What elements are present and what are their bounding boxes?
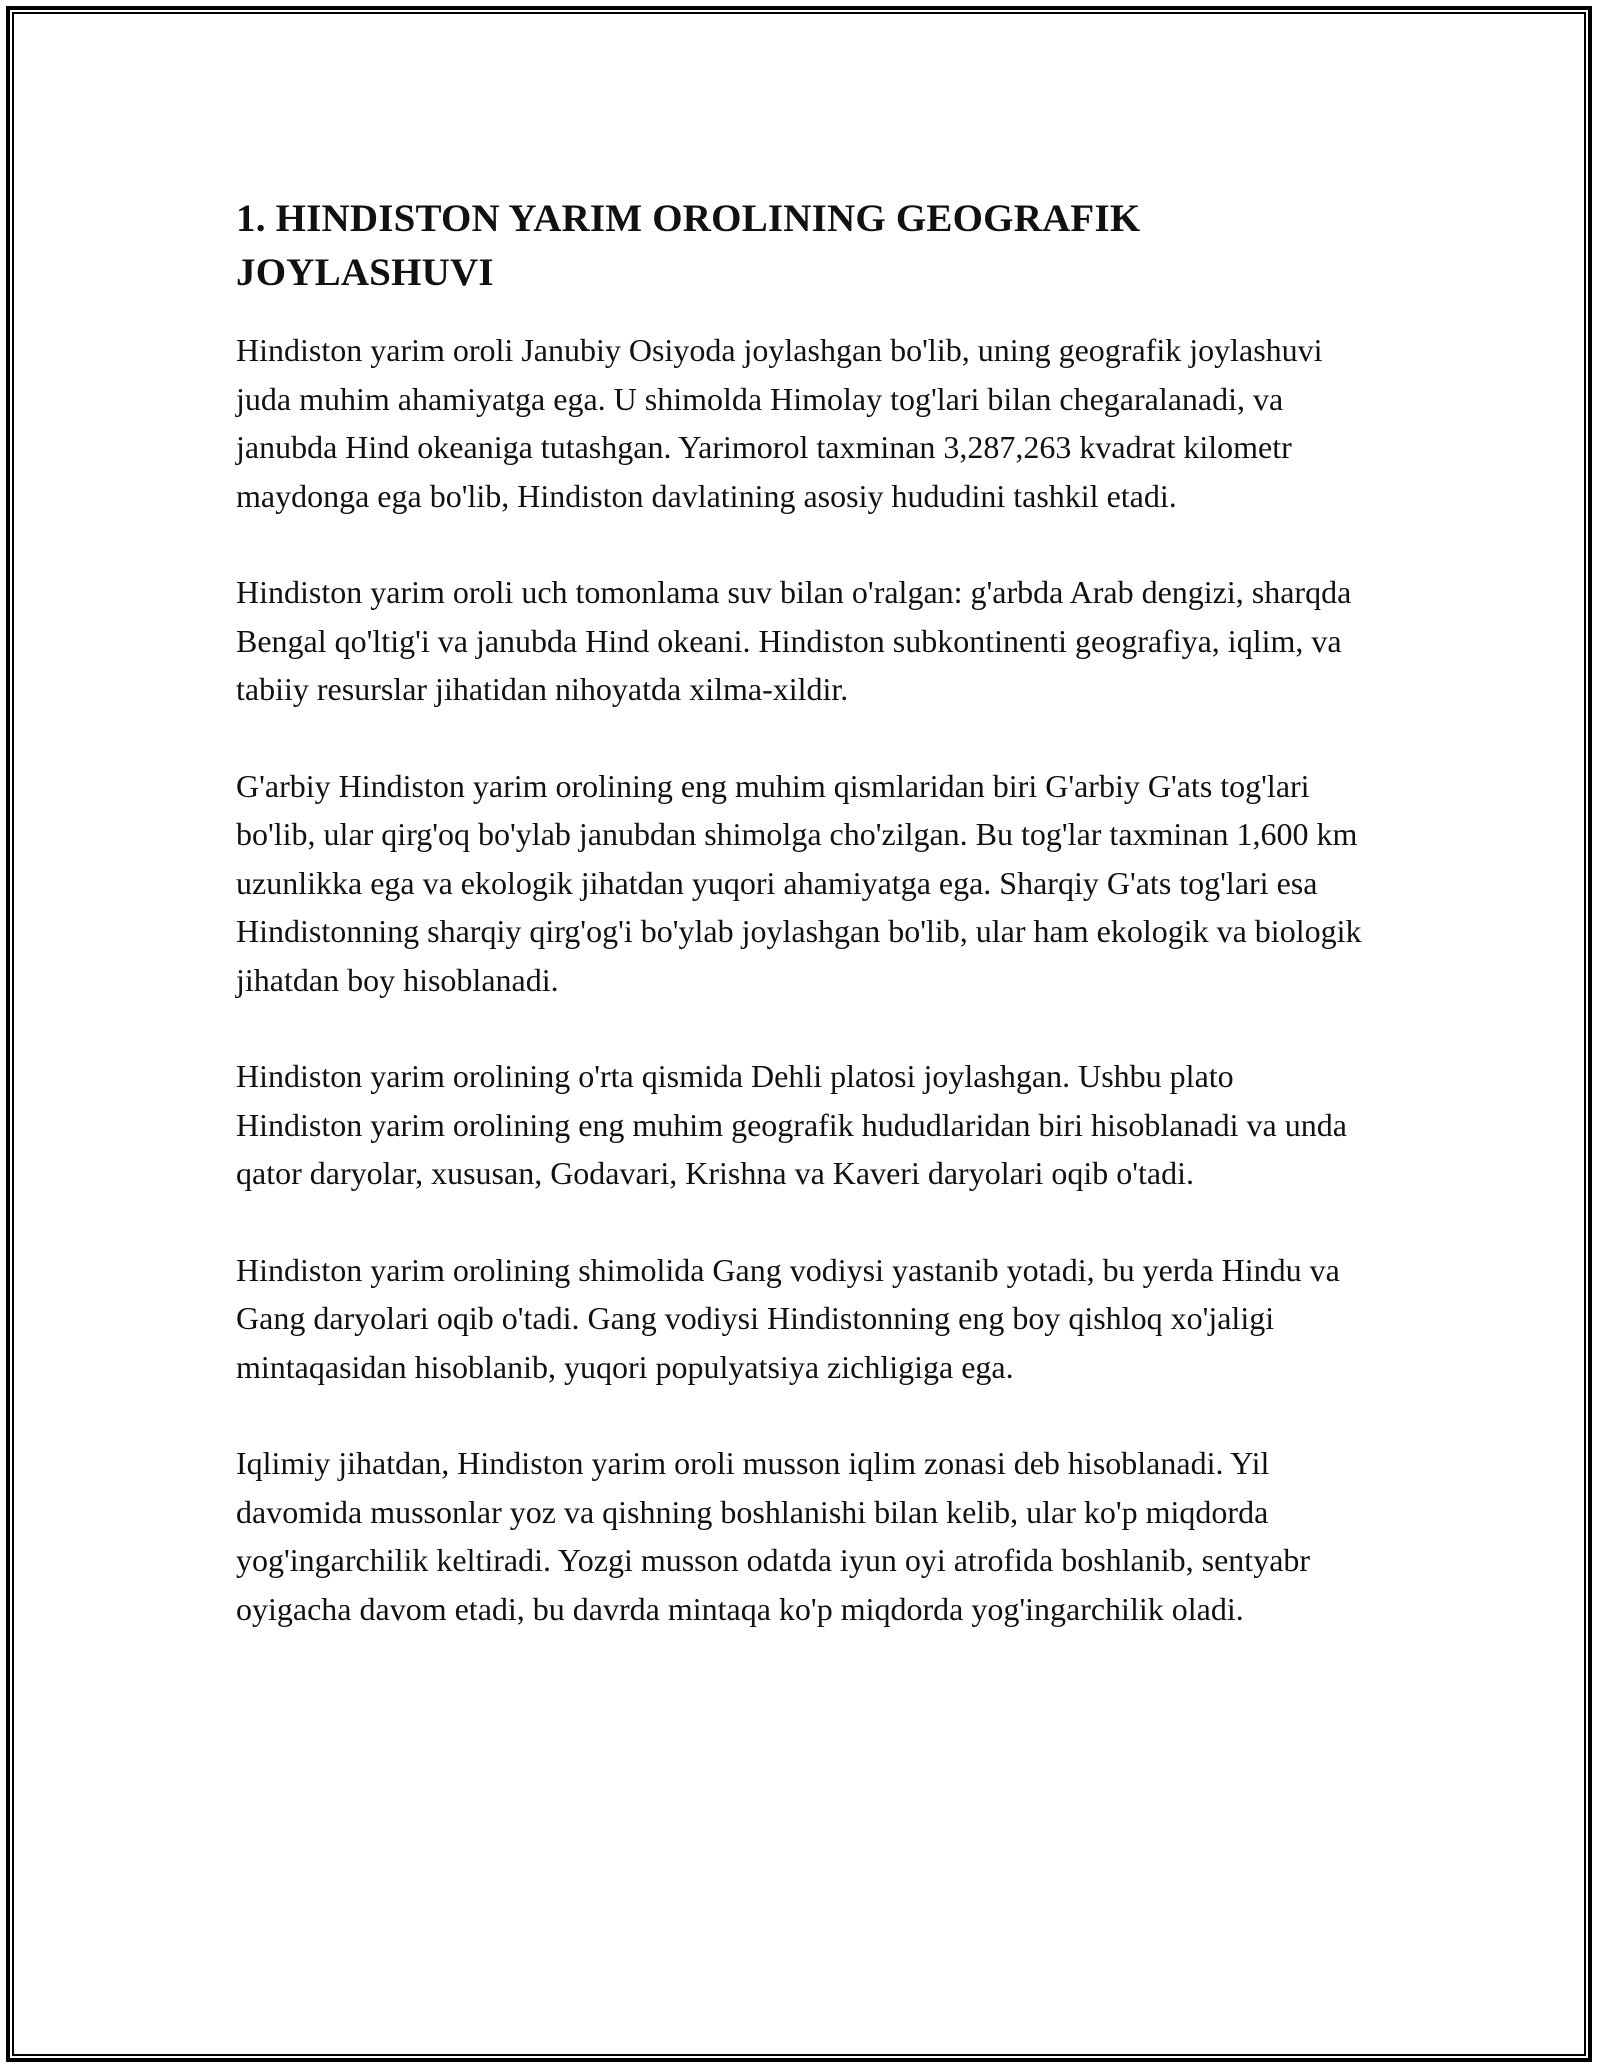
paragraph-3: G'arbiy Hindiston yarim orolining eng muhim qismlaridan biri G'arbiy G'ats tog'lari bo'lib, ular qirg'oq bo'ylab janubdan shimolga cho'zilgan. Bu tog'lar taxminan 1,600 km uzunlikka ega va ekologik jihatdan yuqori ahamiyatga ega. Sharqiy G'ats tog'lari esa Hindistonning sharqiy qirg'og'i bo'ylab joylashgan bo'lib, ular ham ekologik va biologik jihatdan boy hisoblanadi. xyxy=(236,767,1362,998)
paragraph-2: Hindiston yarim oroli uch tomonlama suv bilan o'ralgan: g'arbda Arab dengizi, sharqda Bengal qo'ltig'i va janubda Hind okeani. Hindiston subkontinenti geografiya, iqlim, va tabiiy resurslar jihatidan nihoyatda xilma-xildir. xyxy=(236,574,1352,707)
paragraph-6: Iqlimiy jihatdan, Hindiston yarim oroli musson iqlim zonasi deb hisoblanadi. Yil davomida mussonlar yoz va qishning boshlanishi bilan kelib, ular ko'p miqdorda yog'ingarchilik keltiradi. Yozgi musson odatda iyun oyi atrofida boshlanib, sentyabr oyigacha davom etadi, bu davrda mintaqa ko'p miqdorda yog'ingarchilik oladi. xyxy=(236,1445,1311,1627)
paragraph-4: Hindiston yarim orolining o'rta qismida Dehli platosi joylashgan. Ushbu plato Hindiston yarim orolining eng muhim geografik hududlaridan biri hisoblanadi va unda qator daryolar, xususan, Godavari, Krishna va Kaveri daryolari oqib o'tadi. xyxy=(236,1058,1347,1191)
section-title: 1. HINDISTON YARIM OROLINING GEOGRAFIK JOYLASHUVI xyxy=(236,197,1141,294)
paragraph-1: Hindiston yarim oroli Janubiy Osiyoda joylashgan bo'lib, uning geografik joylashuvi juda muhim ahamiyatga ega. U shimolda Himolay tog'lari bilan chegaralanadi, va janubda Hind okeaniga tutashgan. Yarimorol taxminan 3,287,263 kvadrat kilometr maydonga ega bo'lib, Hindiston davlatining asosiy hududini tashkil etadi. xyxy=(236,332,1323,514)
paragraph-5: Hindiston yarim orolining shimolida Gang vodiysi yastanib yotadi, bu yerda Hindu va Gang daryolari oqib o'tadi. Gang vodiysi Hindistonning eng boy qishloq xo'jaligi mintaqasidan hisoblanib, yuqori populyatsiya zichligiga ega. xyxy=(236,1251,1340,1385)
document-body xyxy=(236,192,1366,1681)
